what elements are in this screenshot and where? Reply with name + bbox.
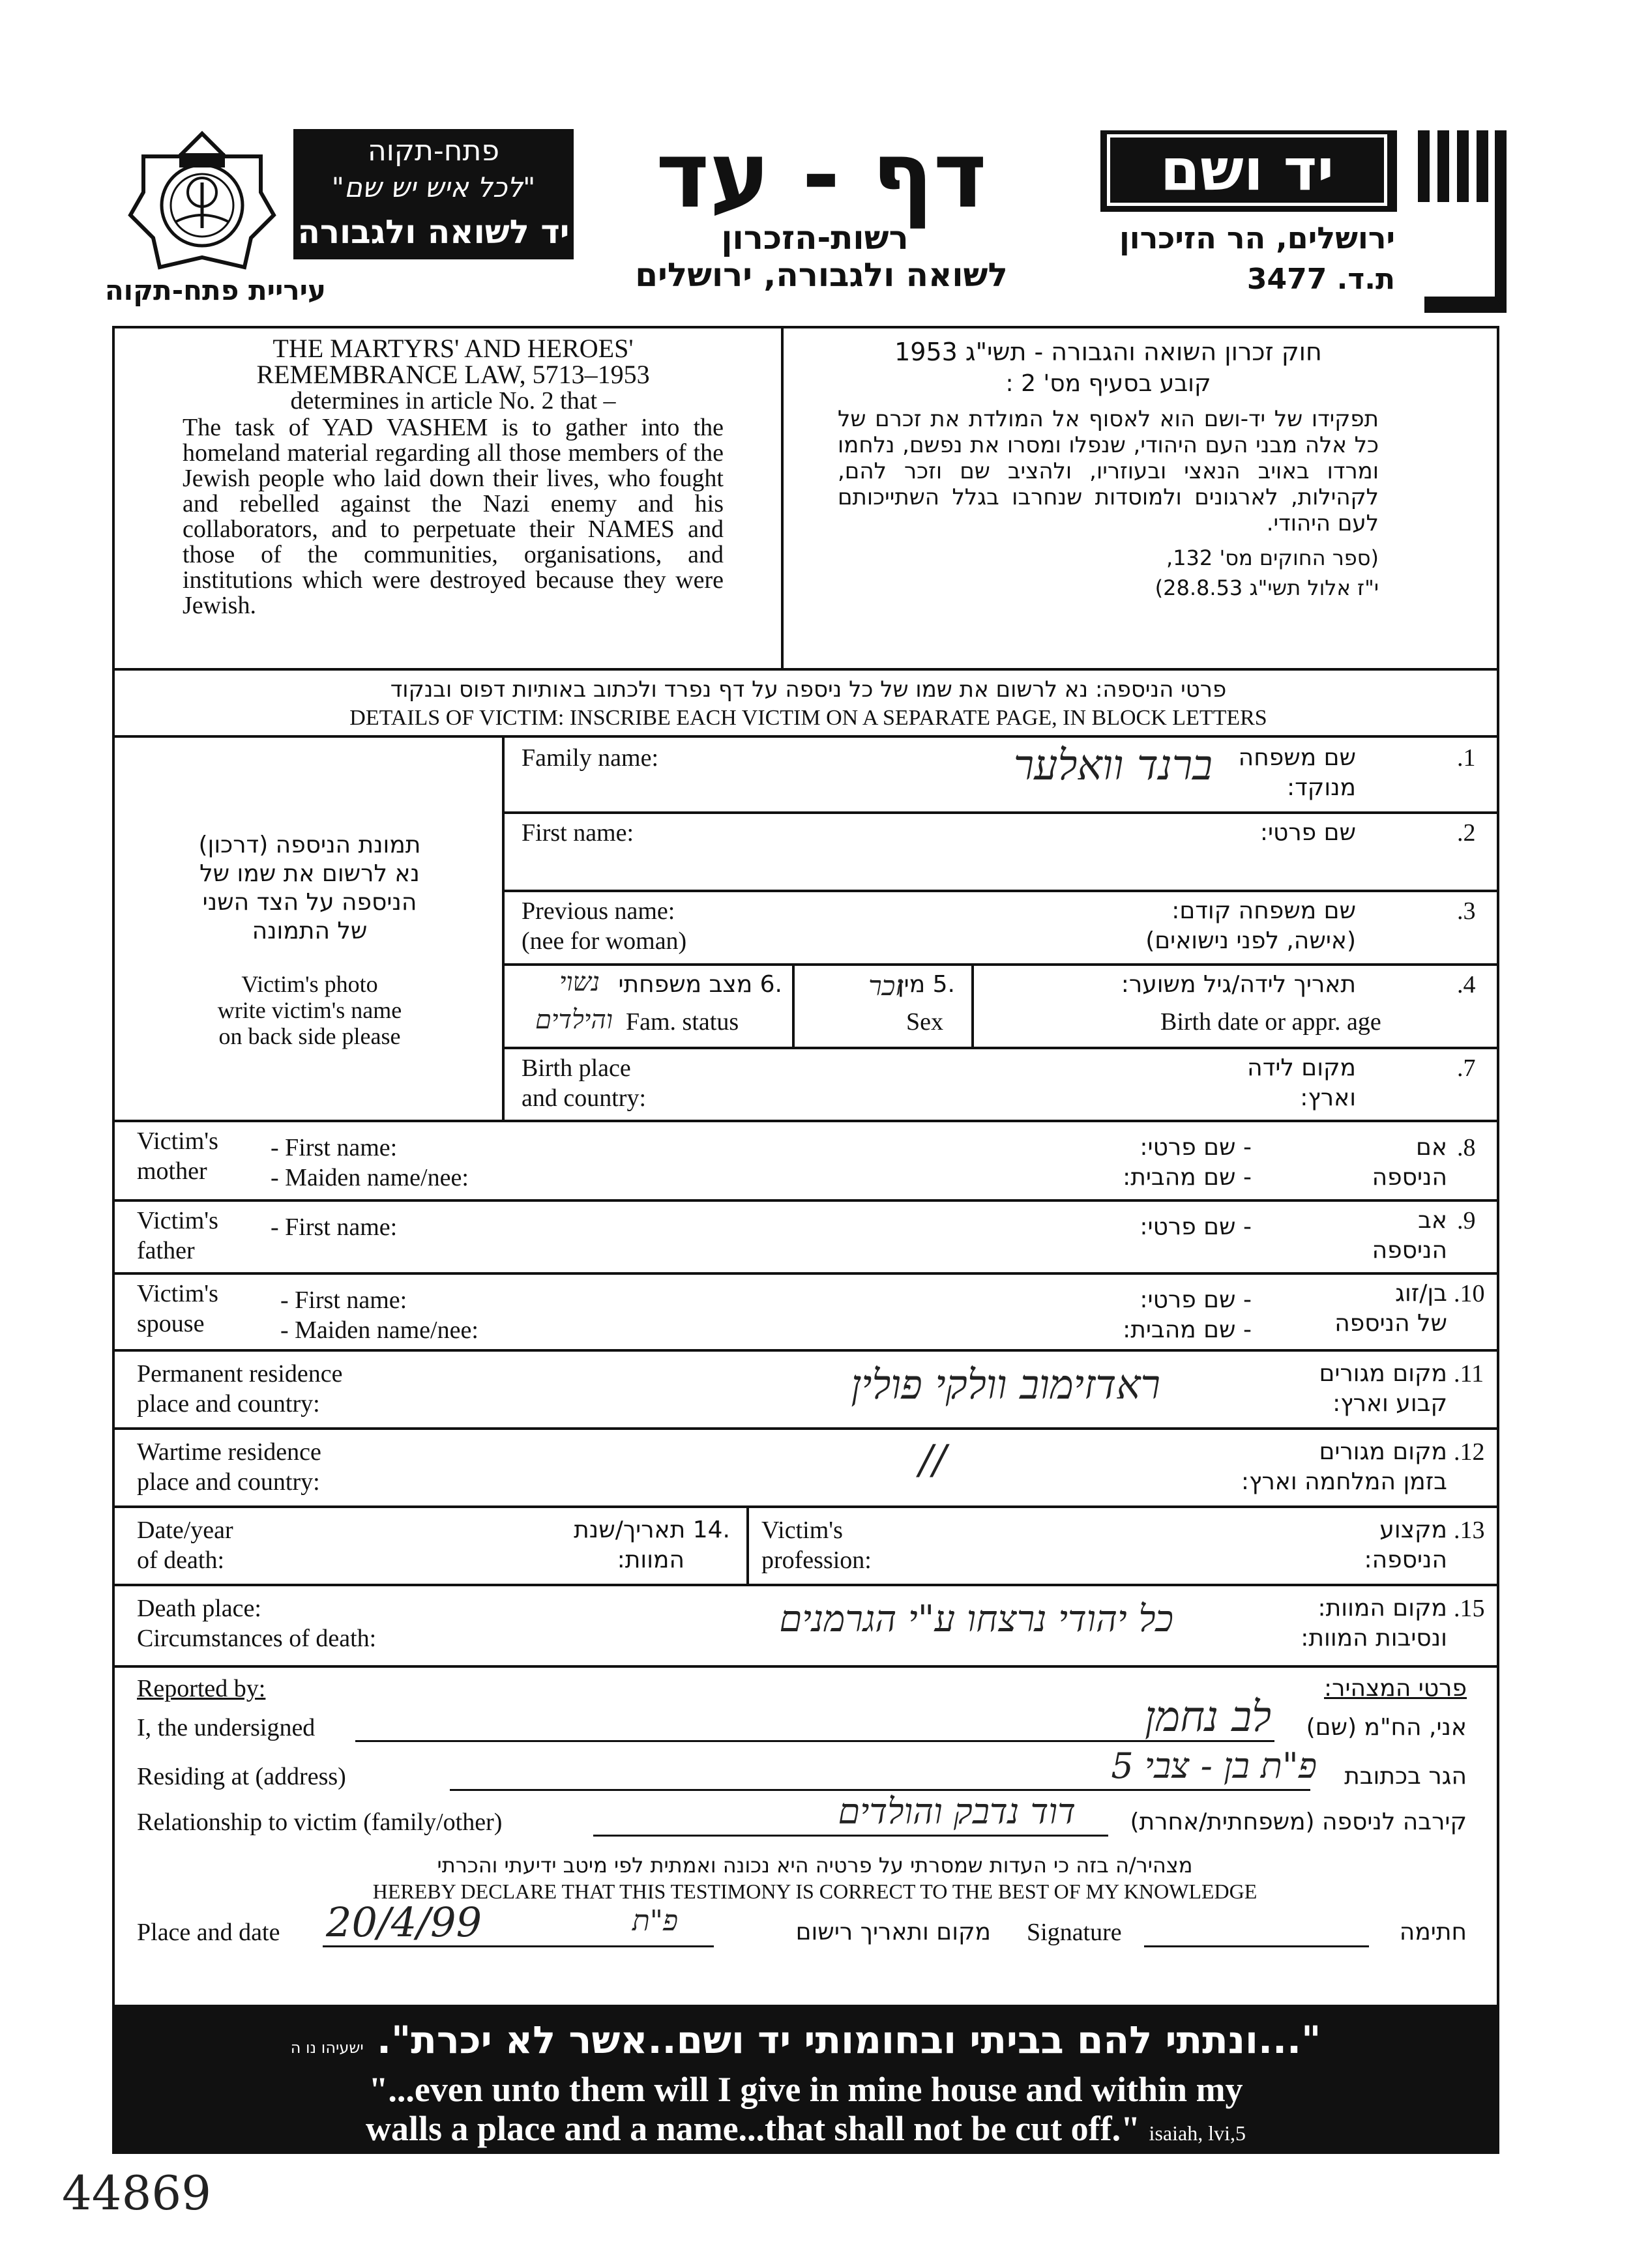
municipality-memorial: יד לשואה ולגבורה bbox=[297, 213, 570, 251]
f6-value2[interactable]: והילדים bbox=[535, 1005, 613, 1035]
law-en-title1: THE MARTYRS' AND HEROES' bbox=[272, 334, 634, 363]
f12-label-he2: בזמן המלחמה וארץ: bbox=[1241, 1468, 1447, 1495]
f6-label-en: Fam. status bbox=[626, 1008, 739, 1036]
f11-label-he1: מקום מגורים bbox=[1319, 1360, 1447, 1387]
reporter-name-he: אני, הח"מ (שם) bbox=[1306, 1714, 1467, 1741]
reporter-name-en: I, the undersigned bbox=[137, 1714, 316, 1741]
reporter-name-value[interactable]: לב נחמן bbox=[1144, 1693, 1271, 1741]
f10-label-en1: Victim's bbox=[137, 1280, 218, 1307]
footer-quote-he-text: "...ונתתי להם בביתי ובחומותי יד ושם..אשר לא יכרת". bbox=[376, 2018, 1321, 2062]
f10-label-he1: בן/זוג bbox=[1395, 1280, 1447, 1307]
signature-he: חתימה bbox=[1399, 1919, 1467, 1945]
authority-line1: רשות-הזכרון bbox=[721, 219, 909, 257]
f10-maiden-he: - שם מהבית: bbox=[1123, 1316, 1252, 1343]
f8-label-he1: אם bbox=[1416, 1134, 1447, 1161]
yad-vashem-emblem bbox=[1411, 127, 1509, 319]
f1-num: .1 bbox=[1457, 744, 1476, 772]
reporter-relation-he: קירבה לניספה (משפחתית/אחרת) bbox=[1130, 1809, 1467, 1835]
municipality-caption: עיריית פתח-תקוה bbox=[104, 274, 326, 306]
f14-label-en2: of death: bbox=[137, 1547, 225, 1574]
f9-num: .9 bbox=[1457, 1207, 1476, 1234]
law-he-body: תפקידו של יד-ושם הוא לאסוף אל המולדת את זכרם של כל אלה מבני העם היהודי, שנפלו ומסרו את נפשם, נלחמו ומרדו באויב הנאצי ובעוזריו, ולהציב שם וזכר להם, לקהילות, לארגונים ולמוסדות שנחרבו בגלל השתייכותם לעם היהודי. bbox=[838, 406, 1379, 536]
law-he-title1: חוק זכרון השואה והגבורה - תשי"ג 1953 bbox=[894, 338, 1322, 366]
footer-quote-en1: "...even unto them will I give in mine house and within my bbox=[368, 2070, 1243, 2109]
photo-he-line3: הניספה על הצד השני bbox=[202, 889, 417, 916]
reporter-declare-he: מצהיר/ה בזה כי העדות שמסרתי על פרטיה היא נכונה ואמתית לפי מיטב ידיעתי והכרתי bbox=[437, 1853, 1193, 1878]
yad-vashem-logo-box bbox=[1100, 130, 1397, 212]
f8-first-en: - First name: bbox=[271, 1134, 398, 1161]
photo-en-line2: write victim's name bbox=[217, 997, 402, 1023]
f11-num: .11 bbox=[1454, 1360, 1484, 1388]
f13-label-he2: הניספה: bbox=[1364, 1547, 1447, 1573]
f14-label: תאריך/שנת bbox=[574, 1517, 686, 1543]
f8-label-he2: הניספה bbox=[1372, 1164, 1447, 1191]
f5-label: מין bbox=[897, 971, 926, 998]
reporter-declare-en: HEREBY DECLARE THAT THIS TESTIMONY IS CORRECT TO THE BEST OF MY KNOWLEDGE bbox=[372, 1880, 1258, 1903]
f6-label: מצב משפחתי bbox=[618, 971, 753, 998]
photo-text-en bbox=[124, 971, 495, 1049]
f1-label-he1: שם משפחה bbox=[1238, 744, 1356, 771]
f6-num: .6 bbox=[759, 971, 782, 998]
municipality-seal bbox=[127, 130, 277, 274]
details-header-he: פרטי הניספה: נא לרשום את שמו של כל ניספה על דף נפרד ולכתוב באותיות דפוס ובנקוד bbox=[390, 676, 1227, 703]
f12-label-en2: place and country: bbox=[137, 1468, 320, 1496]
reporter-relation-en: Relationship to victim (family/other) bbox=[137, 1809, 503, 1836]
f10-first-en: - First name: bbox=[280, 1287, 407, 1314]
f11-label-he2: קבוע וארץ: bbox=[1332, 1390, 1447, 1417]
f7-label-he2: וארץ: bbox=[1300, 1084, 1356, 1111]
f6-value[interactable]: נשוי bbox=[559, 967, 600, 997]
f12-label-he1: מקום מגורים bbox=[1319, 1438, 1447, 1465]
f15-num: .15 bbox=[1454, 1595, 1485, 1622]
f10-label-en2: spouse bbox=[137, 1310, 205, 1337]
f3-label-he2: (אישה, לפני נישואים) bbox=[1145, 927, 1356, 954]
f10-num: .10 bbox=[1454, 1280, 1485, 1307]
f7-num: .7 bbox=[1457, 1054, 1476, 1082]
municipality-black-box bbox=[293, 129, 574, 259]
f10-label-he2: של הניספה bbox=[1334, 1310, 1447, 1337]
reporter-title-he: פרטי המצהיר: bbox=[1324, 1675, 1467, 1702]
f2-label-en: First name: bbox=[522, 819, 634, 847]
place-date-he: מקום ותאריך רישום bbox=[795, 1919, 991, 1945]
f1-value[interactable]: ברנד וואלער bbox=[1013, 742, 1213, 790]
f14-label-he2: המוות: bbox=[617, 1547, 684, 1573]
f14-num: .14 bbox=[692, 1517, 730, 1543]
municipality-city: פתח-תקוה bbox=[368, 134, 499, 167]
photo-he-line4: של התמונה bbox=[252, 918, 368, 944]
f15-value[interactable]: כל יהודי נרצחו ע"י הגרמנים bbox=[779, 1598, 1173, 1640]
footer-quote-en2-text: walls a place and a name...that shall not be cut off." bbox=[366, 2109, 1141, 2148]
f5-value[interactable]: זכר bbox=[868, 970, 903, 1002]
reporter-address-he: הגר בכתובת bbox=[1344, 1763, 1467, 1790]
details-header-en: DETAILS OF VICTIM: INSCRIBE EACH VICTIM ON A SEPARATE PAGE, IN BLOCK LETTERS bbox=[349, 706, 1267, 730]
yad-vashem-pobox: ת.ד. 3477 bbox=[1246, 263, 1395, 296]
f12-label-en1: Wartime residence bbox=[137, 1438, 321, 1466]
place-value[interactable]: פ"ת bbox=[632, 1904, 678, 1938]
reporter-relation-value[interactable]: דוד נדבק והולדים bbox=[838, 1791, 1076, 1832]
footer-quote-box bbox=[112, 2007, 1499, 2154]
f7-label-en2: and country: bbox=[522, 1084, 647, 1112]
photo-en-line1: Victim's photo bbox=[241, 971, 378, 997]
place-date-en: Place and date bbox=[137, 1919, 280, 1946]
law-en-title3: determines in article No. 2 that – bbox=[290, 387, 616, 414]
law-en-body: The task of YAD VASHEM is to gather into the homeland material regarding all those members of the Jewish people who laid down their lives, who fought and rebelled against the Nazi enemy and his collaborators, and to perpetuate their NAMES and those of the communities, organisations, and institutions which were destroyed because they were Jewish. bbox=[183, 414, 724, 619]
f14-label-he1 bbox=[469, 1515, 730, 1545]
f3-label-he1: שם משפחה קודם: bbox=[1171, 897, 1356, 924]
f15-label-en1: Death place: bbox=[137, 1595, 261, 1622]
f9-label-en1: Victim's bbox=[137, 1207, 218, 1234]
reporter-address-value[interactable]: פ"ת בן - צבי 5 bbox=[1111, 1745, 1317, 1786]
f8-label-en2: mother bbox=[137, 1157, 207, 1185]
f8-label-en1: Victim's bbox=[137, 1127, 218, 1155]
form-title: דף - עד bbox=[656, 123, 987, 229]
f2-num: .2 bbox=[1457, 819, 1476, 847]
photo-en-line3: on back side please bbox=[218, 1023, 401, 1049]
f4-num: .4 bbox=[1457, 971, 1476, 998]
f8-maiden-en: - Maiden name/nee: bbox=[271, 1164, 469, 1191]
f5-label-en: Sex bbox=[906, 1008, 943, 1036]
reporter-address-en: Residing at (address) bbox=[137, 1763, 346, 1790]
f12-value[interactable]: // bbox=[919, 1436, 947, 1483]
f10-first-he: - שם פרטי: bbox=[1140, 1287, 1252, 1313]
law-he-title2: קובע בסעיף מס' 2 : bbox=[1005, 370, 1211, 397]
authority-line2: לשואה ולגבורה, ירושלים bbox=[635, 256, 1008, 294]
f11-label-en2: place and country: bbox=[137, 1390, 320, 1418]
law-en-title2: REMEMBRANCE LAW, 5713–1953 bbox=[256, 360, 650, 389]
yad-vashem-logo-text: יד ושם bbox=[1107, 134, 1387, 206]
f11-label-en1: Permanent residence bbox=[137, 1360, 343, 1388]
f8-maiden-he: - שם מהבית: bbox=[1123, 1164, 1252, 1191]
f2-label-he: שם פרטי: bbox=[1259, 819, 1356, 846]
photo-he-line2: נא לרשום את שמו של bbox=[199, 860, 420, 887]
photo-text-he bbox=[124, 831, 495, 946]
f4-label-en: Birth date or appr. age bbox=[1160, 1008, 1381, 1036]
f10-maiden-en: - Maiden name/nee: bbox=[280, 1316, 478, 1344]
f13-num: .13 bbox=[1454, 1517, 1485, 1544]
law-he-ref2: י"ז אלול תשי"ג 28.8.53) bbox=[1155, 575, 1379, 600]
f13-label-en1: Victim's bbox=[761, 1517, 843, 1544]
footer-quote-en-ref: isaiah, lvi,5 bbox=[1149, 2121, 1246, 2145]
f9-label-he1: אב bbox=[1418, 1207, 1447, 1234]
f9-first-en: - First name: bbox=[271, 1214, 398, 1241]
f15-label-en2: Circumstances of death: bbox=[137, 1625, 377, 1652]
f14-label-en1: Date/year bbox=[137, 1517, 233, 1544]
place-date-value[interactable]: 20/4/99 bbox=[326, 1898, 482, 1946]
law-he bbox=[838, 336, 1379, 603]
f4-label-he: תאריך לידה/גיל משוער: bbox=[1121, 971, 1356, 998]
yad-vashem-address: ירושלים, הר הזיכרון bbox=[1119, 220, 1395, 255]
f5-num: .5 bbox=[932, 971, 955, 998]
f11-value[interactable]: ראדזימוב וולקי פולין bbox=[851, 1361, 1160, 1408]
f1-label-en: Family name: bbox=[522, 744, 659, 772]
f9-first-he: - שם פרטי: bbox=[1140, 1214, 1252, 1240]
archive-number: 44869 bbox=[62, 2166, 212, 2220]
f7-label-he1: מקום לידה bbox=[1247, 1054, 1356, 1081]
reporter-title-en: Reported by: bbox=[137, 1675, 266, 1702]
f9-label-he2: הניספה bbox=[1372, 1237, 1447, 1264]
footer-quote-he bbox=[112, 2014, 1499, 2074]
f15-label-he1: מקום המוות: bbox=[1317, 1595, 1447, 1621]
f9-label-en2: father bbox=[137, 1237, 195, 1264]
f3-label-en1: Previous name: bbox=[522, 897, 675, 925]
signature-en: Signature bbox=[1027, 1919, 1122, 1946]
f15-label-he2: ונסיבות המוות: bbox=[1301, 1625, 1447, 1651]
f12-num: .12 bbox=[1454, 1438, 1485, 1466]
f8-num: .8 bbox=[1457, 1134, 1476, 1161]
f7-label-en1: Birth place bbox=[522, 1054, 631, 1082]
municipality-motto: "לכל איש יש שם" bbox=[331, 171, 536, 203]
law-he-ref1: (ספר החוקים מס' 132, bbox=[1166, 545, 1379, 570]
f3-num: .3 bbox=[1457, 897, 1476, 925]
f8-first-he: - שם פרטי: bbox=[1140, 1134, 1252, 1161]
f3-label-en2: (nee for woman) bbox=[522, 927, 687, 955]
f13-label-en2: profession: bbox=[761, 1547, 872, 1574]
f13-label-he1: מקצוע bbox=[1379, 1517, 1447, 1543]
photo-he-line1: תמונת הניספה (דרכון) bbox=[198, 832, 421, 858]
law-en bbox=[183, 336, 724, 618]
footer-quote-en2 bbox=[112, 2108, 1499, 2153]
f1-label-he2: מנוקד: bbox=[1287, 774, 1356, 801]
footer-quote-he-ref: ישעיהו נו ה bbox=[290, 2039, 364, 2057]
